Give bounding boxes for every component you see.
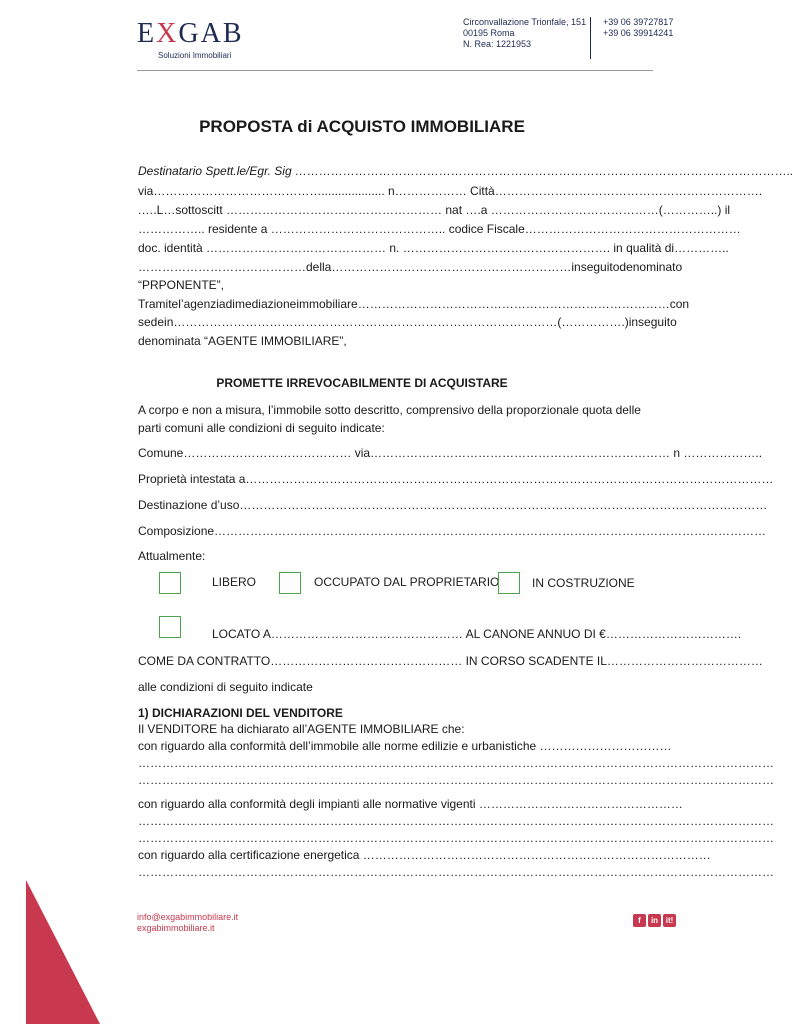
dotted-line: ……………………………………………………………………………………………………………………………………………	[138, 773, 774, 787]
footer-contacts	[137, 912, 238, 934]
dotted-line: ……………………………………………………………………………………………………………………………………………	[138, 814, 774, 828]
phone-number: +39 06 39914241	[603, 28, 674, 38]
comune-field: Comune…………………………………… via………………………………………………………………… n ………………..	[138, 446, 763, 460]
agency-line	[138, 297, 690, 312]
checkbox-costruzione[interactable]	[498, 572, 520, 594]
text-fragment: l’agenzia	[178, 297, 226, 311]
composizione-field: Composizione…………………………………………………………………………………………………………………………	[138, 524, 767, 538]
dotted-line: ……………………………………………………………………………………………………………………………………………	[138, 865, 774, 879]
text-fragment: mediazione	[234, 297, 297, 311]
contratto-field: COME DA CONTRATTO………………………………………… IN CORSO SCADENTE IL…………………………………	[138, 654, 763, 668]
footer-website[interactable]: exgabimmobiliare.it	[137, 923, 215, 933]
proponent-label: “PRPONENTE”,	[138, 278, 225, 292]
address-line: Circonvallazione Trionfale, 151	[463, 17, 587, 27]
section-heading: PROMETTE IRREVOCABILMENTE DI ACQUISTARE	[216, 376, 508, 390]
text-fragment: ……………………………………………………………………con	[357, 297, 690, 311]
declarations-intro: Il VENDITORE ha dichiarato all’AGENTE IMMOBILIARE che:	[138, 722, 465, 736]
agency-seat-line	[138, 315, 677, 330]
checkbox-label: LOCATO A………………………………………… AL CANONE ANNUO DI €…………………………….	[212, 627, 742, 641]
text-fragment: della……………………………………………………in	[306, 260, 581, 274]
dotted-line: ……………………………………………………………………………………………………………………………………………	[138, 756, 774, 770]
company-address	[463, 17, 586, 50]
checkbox-locato[interactable]	[159, 616, 181, 638]
text-fragment: in	[164, 315, 174, 329]
address-line: 00195 Roma	[463, 28, 515, 38]
text-fragment: sede	[138, 315, 165, 329]
footer-email[interactable]: info@exgabimmobiliare.it	[137, 912, 239, 922]
destinazione-field: Destinazione d’uso……………………………………………………………………………………………………………………	[138, 498, 768, 512]
address-field-line: via……………………………………................... n……………… Città………………………………………………………….	[138, 184, 763, 198]
body-paragraph: parti comuni alle condizioni di seguito indicate:	[138, 421, 385, 435]
recipient-line: Destinatario Spett.le/Egr. Sig ……………………………………………………………………………………………………………..	[138, 164, 794, 178]
text-fragment: seguito	[580, 260, 620, 274]
text-fragment: Tramite	[138, 297, 179, 311]
declaration-impianti: con riguardo alla conformità degli impianti alle normative vigenti ……………………………………………	[138, 797, 683, 811]
proprieta-field: Proprietà intestata a……………………………………………………………………………………………………………………	[138, 472, 774, 486]
logo-subtitle: Soluzioni Immobiliari	[158, 51, 232, 60]
text-fragment: denominato	[619, 260, 683, 274]
dotted-line: ……………………………………………………………………………………………………………………………………………	[138, 831, 774, 845]
text-fragment: ……………………………………	[138, 260, 306, 274]
text-fragment: di	[225, 297, 235, 311]
letterhead	[0, 0, 724, 72]
agent-label: denominata “AGENTE IMMOBILIARE”,	[138, 334, 347, 348]
conditions-note: alle condizioni di seguito indicate	[138, 680, 313, 694]
attualmente-label: Attualmente:	[138, 549, 206, 563]
text-fragment: ……………………………………………………………………………………(…………….)	[173, 315, 629, 329]
signer-line: .….L…sottoscitt ……………………………………………… nat ….a ……………………………………(…………..) il	[138, 203, 731, 217]
declaration-edilizie: con riguardo alla conformità dell’immobile alle norme edilizie e urbanistiche ……………………………	[138, 739, 672, 753]
phone-number: +39 06 39727817	[603, 17, 674, 27]
checkbox-libero[interactable]	[159, 572, 181, 594]
document-title: PROPOSTA di ACQUISTO IMMOBILIARE	[199, 117, 525, 136]
text-fragment: immobiliare	[296, 297, 358, 311]
checkbox-label: IN COSTRUZIONE	[532, 576, 635, 590]
address-line: N. Rea: 1221953	[463, 39, 532, 49]
declarations-heading: 1) DICHIARAZIONI DEL VENDITORE	[138, 706, 343, 720]
company-logo: EXGAB	[137, 18, 244, 49]
facebook-icon[interactable]: f	[633, 914, 646, 927]
linkedin-icon[interactable]: in	[648, 914, 661, 927]
text-fragment: seguito	[638, 315, 677, 329]
residence-line: …………….. residente a …………………………………….. codice Fiscale………………………………………………	[138, 222, 741, 236]
checkbox-occupato[interactable]	[279, 572, 301, 594]
declaration-energetica: con riguardo alla certificazione energetica ……………………………………………………………………………	[138, 848, 711, 862]
header-divider	[590, 17, 591, 59]
checkbox-label: LIBERO	[212, 575, 257, 589]
id-doc-line: doc. identità ……………………………………… n. ……………………………………………. in qualità di…………..	[138, 241, 729, 255]
proponent-line	[138, 260, 683, 275]
company-phones	[603, 17, 673, 39]
immobiliare-icon[interactable]: it!	[663, 914, 676, 927]
footer-decoration	[0, 880, 100, 1024]
checkbox-label: OCCUPATO DAL PROPRIETARIO	[314, 575, 500, 589]
body-paragraph: A corpo e non a misura, l’immobile sotto descritto, comprensivo della proporzionale quota delle	[138, 403, 641, 417]
text-fragment: in	[628, 315, 639, 329]
header-rule	[137, 70, 653, 71]
